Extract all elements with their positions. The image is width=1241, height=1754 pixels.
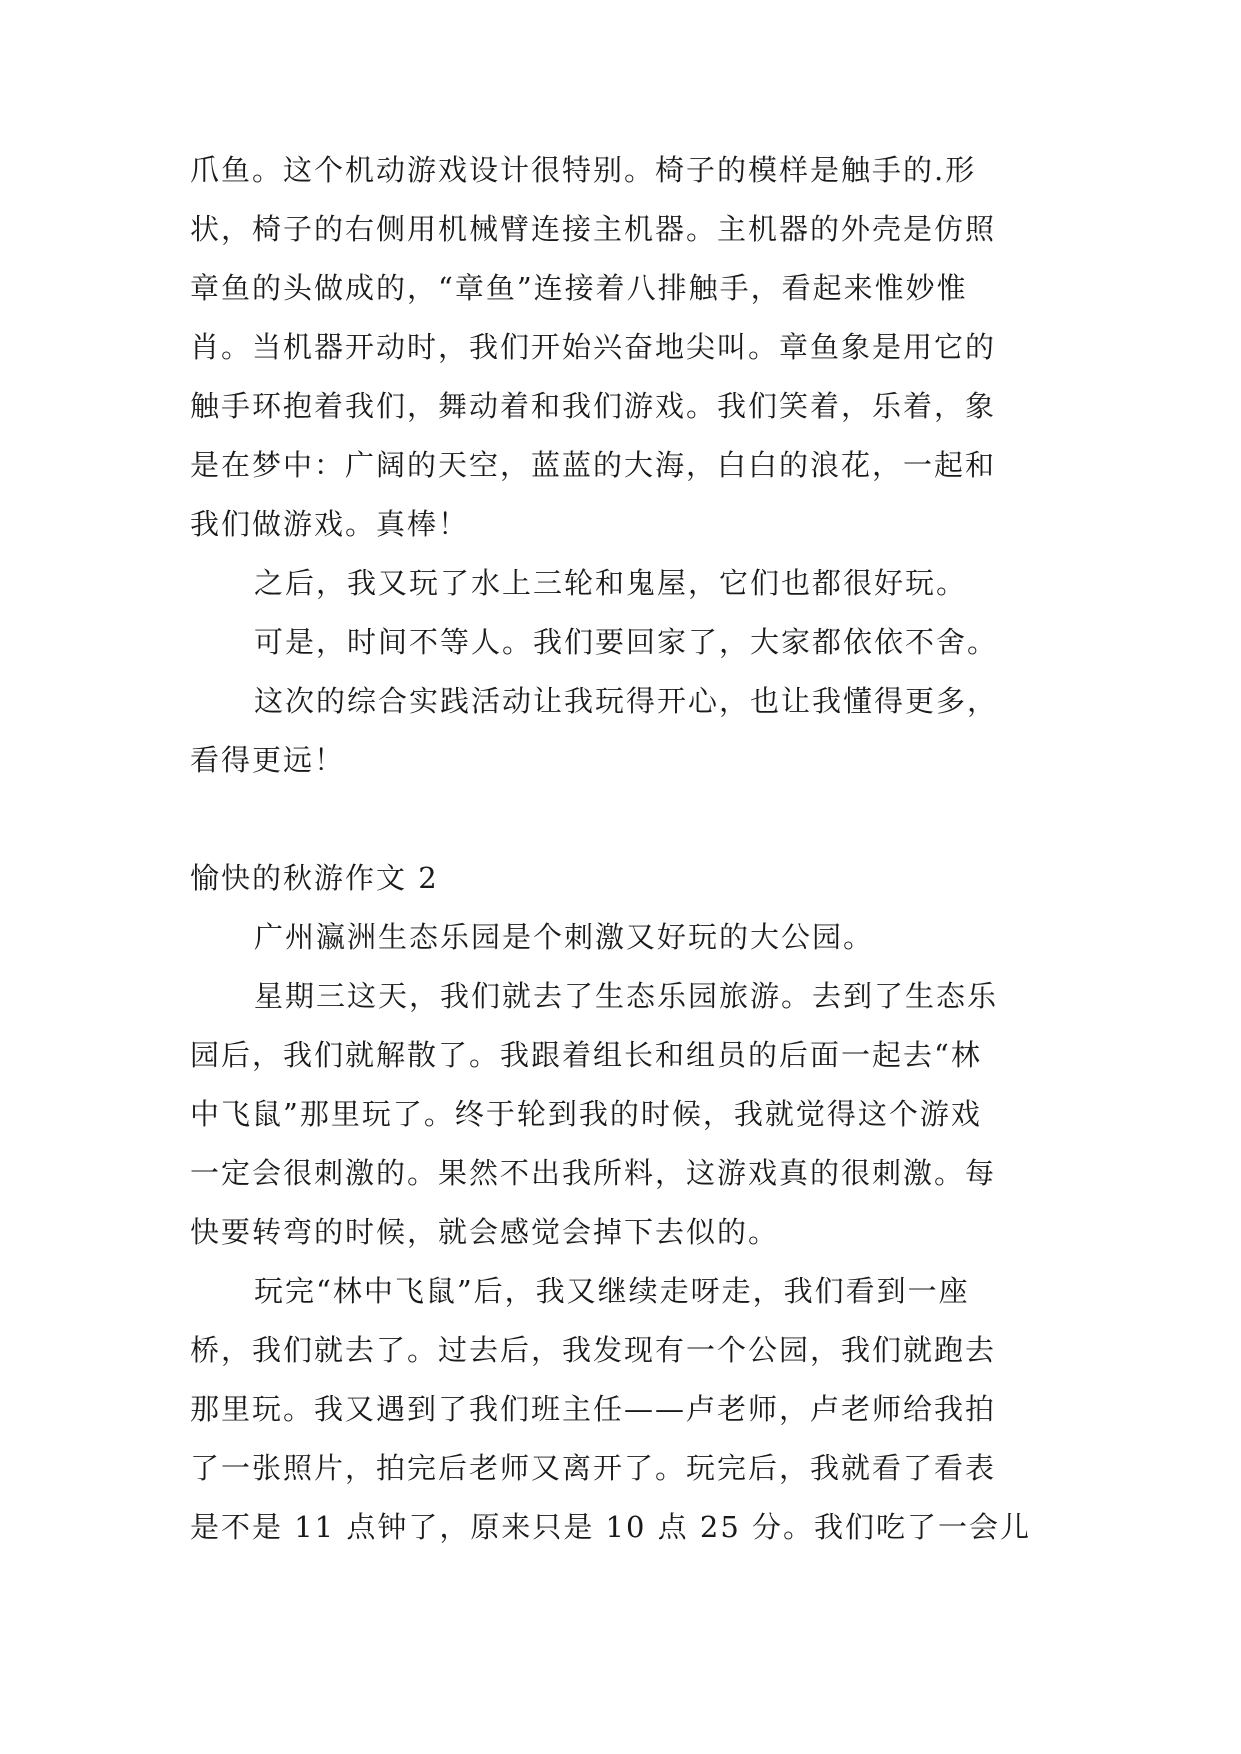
paragraph-line: 园后，我们就解散了。我跟着组长和组员的后面一起去“林 [190,1038,982,1072]
paragraph-line: 可是，时间不等人。我们要回家了，大家都依依不舍。 [254,625,999,659]
paragraph-line: 触手环抱着我们，舞动着和我们游戏。我们笑着，乐着，象 [190,389,997,423]
paragraph-line: 星期三这天，我们就去了生态乐园旅游。去到了生态乐 [254,979,999,1013]
section-title: 愉快的秋游作文 2 [190,861,439,895]
paragraph-line: 快要转弯的时候，就会感觉会掉下去似的。 [190,1215,780,1249]
paragraph-line: 爪鱼。这个机动游戏设计很特别。椅子的模样是触手的.形 [190,153,977,187]
paragraph-line: 是在梦中：广阔的天空，蓝蓝的大海，白白的浪花，一起和 [190,448,997,482]
paragraph-line: 肖。当机器开动时，我们开始兴奋地尖叫。章鱼象是用它的 [190,330,997,364]
paragraph-line: 我们做游戏。真棒！ [190,507,470,541]
paragraph-line: 了一张照片，拍完后老师又离开了。玩完后，我就看了看表 [190,1451,997,1485]
paragraph-line: 状，椅子的右侧用机械臂连接主机器。主机器的外壳是仿照 [190,212,997,246]
paragraph-line: 桥，我们就去了。过去后，我发现有一个公园，我们就跑去 [190,1333,997,1367]
paragraph-line: 这次的综合实践活动让我玩得开心，也让我懂得更多， [254,684,999,718]
paragraph-line: 广州瀛洲生态乐园是个刺激又好玩的大公园。 [254,920,875,954]
paragraph-line: 一定会很刺激的。果然不出我所料，这游戏真的很刺激。每 [190,1156,997,1190]
paragraph-line: 之后，我又玩了水上三轮和鬼屋，它们也都很好玩。 [254,566,968,600]
paragraph-line: 章鱼的头做成的，“章鱼”连接着八排触手，看起来惟妙惟 [190,271,968,305]
paragraph-line: 是不是 11 点钟了，原来只是 10 点 25 分。我们吃了一会儿 [190,1510,1032,1544]
paragraph-line: 玩完“林中飞鼠”后，我又继续走呀走，我们看到一座 [254,1274,970,1308]
paragraph-line: 那里玩。我又遇到了我们班主任——卢老师，卢老师给我拍 [190,1392,997,1426]
paragraph-line: 中飞鼠”那里玩了。终于轮到我的时候，我就觉得这个游戏 [190,1097,982,1131]
paragraph-line: 看得更远！ [190,743,346,777]
